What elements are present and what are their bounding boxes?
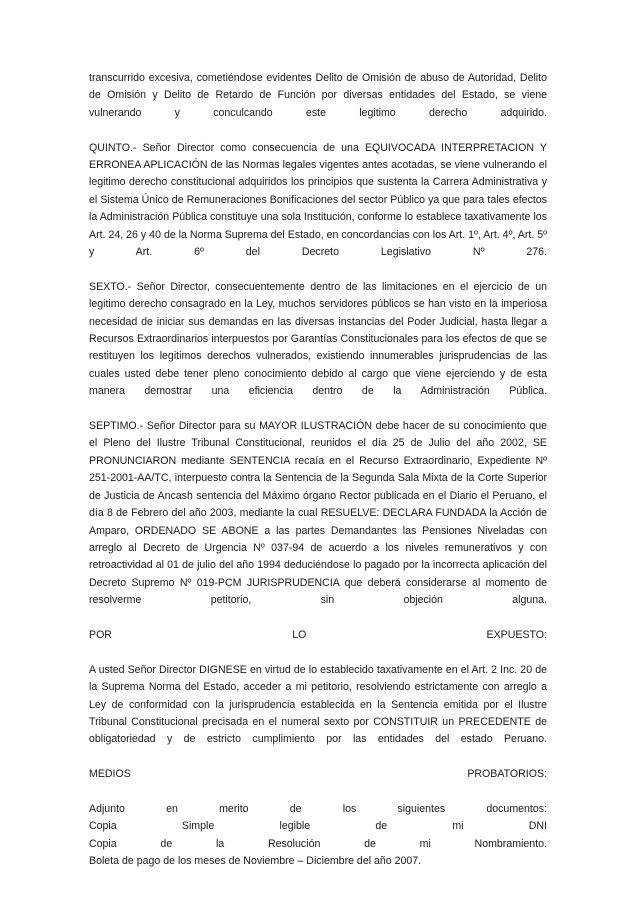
word: mi xyxy=(419,837,431,850)
copia-dni-line xyxy=(89,818,547,835)
medios-word: MEDIOS xyxy=(89,768,131,781)
word: documentos: xyxy=(486,802,547,815)
continuation-paragraph: transcurrido excesiva, cometiéndose evidentes Delito de Omisión de abuso de Autoridad, Delito de Omisión y Delito de Retardo de Función por diversas entidades del Estado, se viene vulnerando y conculcando este legitimo derecho adquirido. xyxy=(89,72,547,119)
quinto-paragraph: QUINTO.- Señor Director como consecuencia de una EQUIVOCADA INTERPRETACION Y ERRONEA APLICACIÓN de las Normas legales vigentes antes acotadas, se viene vulnerando el legitimo derecho constitucional adquiridos los principios que sustenta la Carrera Administrativa y el Sistema Único de Remuneraciones Bonificaciones del sector Público ya que para tales efectos la Administración Pública constituye una sola Institución, conforme lo establece taxativamente los Art. 24, 26 y 40 de la Norma Suprema del Estado, en concordancias con los Art. 1º, Art. 4º, Art. 5º y Art. 6º del Decreto Legislativo Nº 276. xyxy=(89,141,547,259)
word: legible xyxy=(279,820,311,833)
spacer xyxy=(89,644,547,661)
sexto-paragraph: SEXTO.- Señor Director, consecuentemente dentro de las limitaciones en el ejercicio de un legitimo derecho consagrado en la Ley, muchos servidores públicos se han visto en la imperiosa necesidad de iniciar sus demandas en las diversas instancias del Poder Judicial, hasta llegar a Recursos Extraordinarios interpuestos por Garantías Constitucionales para los efectos de que se restituyen los legitimos derechos vulnerados, existiendo innumerables jurisprudencias de las cuales usted debe tener pleno conocimiento debido al cargo que viene ejerciendo y de esta manera demostrar una eficiencia dentro de la Administración Pública. xyxy=(89,280,547,398)
adjunto-line xyxy=(89,801,547,818)
word: mi xyxy=(452,820,464,833)
por-lo-expuesto-line xyxy=(89,627,547,644)
document-body xyxy=(89,70,547,871)
word: los xyxy=(342,802,357,815)
expuesto-word: EXPUESTO: xyxy=(486,628,547,641)
word: merito xyxy=(219,802,249,815)
copia-resolucion-line xyxy=(89,836,547,853)
word: la xyxy=(215,837,225,850)
word: de xyxy=(289,802,302,815)
spacer xyxy=(89,784,547,801)
word: DNI xyxy=(528,820,547,833)
medios-probatorios-heading xyxy=(89,766,547,783)
peticion-paragraph: A usted Señor Director DIGNESE en virtud de lo establecido taxativamente en el Art. 2 Inc. 20 de la Suprema Norma del Estado, acceder a mi petitorio, resolviendo estrictamente con arreglo a Ley de conformidad con la jurisprudencia establecida en la Sentencia emitida por el Ilustre Tribunal Constitucional precisada en el numeral sexto por CONSTITUIR un PRECEDENTE de obligatoriedad y de estricto cumplimiento por las entidades del estado Peruano. xyxy=(89,663,547,746)
word: de xyxy=(160,837,173,850)
word: Adjunto xyxy=(89,802,125,815)
word: Nombramiento. xyxy=(474,837,547,850)
por-word: POR xyxy=(89,628,112,641)
probatorios-word: PROBATORIOS: xyxy=(467,768,547,781)
lo-word: LO xyxy=(292,628,307,641)
word: Resolución xyxy=(267,837,321,850)
word: de xyxy=(364,837,376,850)
septimo-paragraph: SEPTIMO.- Señor Director para su MAYOR ILUSTRACIÓN debe hacer de su conocimiento que el Pleno del Ilustre Tribunal Constitucional, reunidos el día 25 de Julio del año 2002, SE PRONUNCIARON mediante SENTENCIA recaía en el Recurso Extraordinario, Expediente Nº 251-2001-AA/TC, interpuesto contra la Sentencia de la Segunda Sala Mixta de la Corte Superior de Justicia de Ancash sentencia del Máximo órgano Rector publicada en el Diario el Peruano, el día 8 de Febrero del año 2003, mediante la cual RESUELVE: DECLARA FUNDADA la Acción de Amparo, ORDENADO SE ABONE a las partes Demandantes las Pensiones Niveladas con arreglo al Decreto de Urgencia Nº 037-94 de acuerdo a los niveles remunerativos y con retroactividad al 01 de julio del año 1994 deduciéndose lo pagado por la incorrecta aplicación del Decreto Supremo Nº 019-PCM JURISPRUDENCIA que deberá considerarse al momento de resolverme petitorio, sin objeción alguna. xyxy=(89,420,547,607)
boleta-line: Boleta de pago de los meses de Noviembre – Diciembre del año 2007. xyxy=(89,855,422,868)
word: Copia xyxy=(89,820,117,833)
word: de xyxy=(375,820,388,833)
word: Copia xyxy=(89,837,117,850)
word: en xyxy=(166,802,178,815)
word: siguientes xyxy=(397,802,446,815)
word: Simple xyxy=(181,820,215,833)
